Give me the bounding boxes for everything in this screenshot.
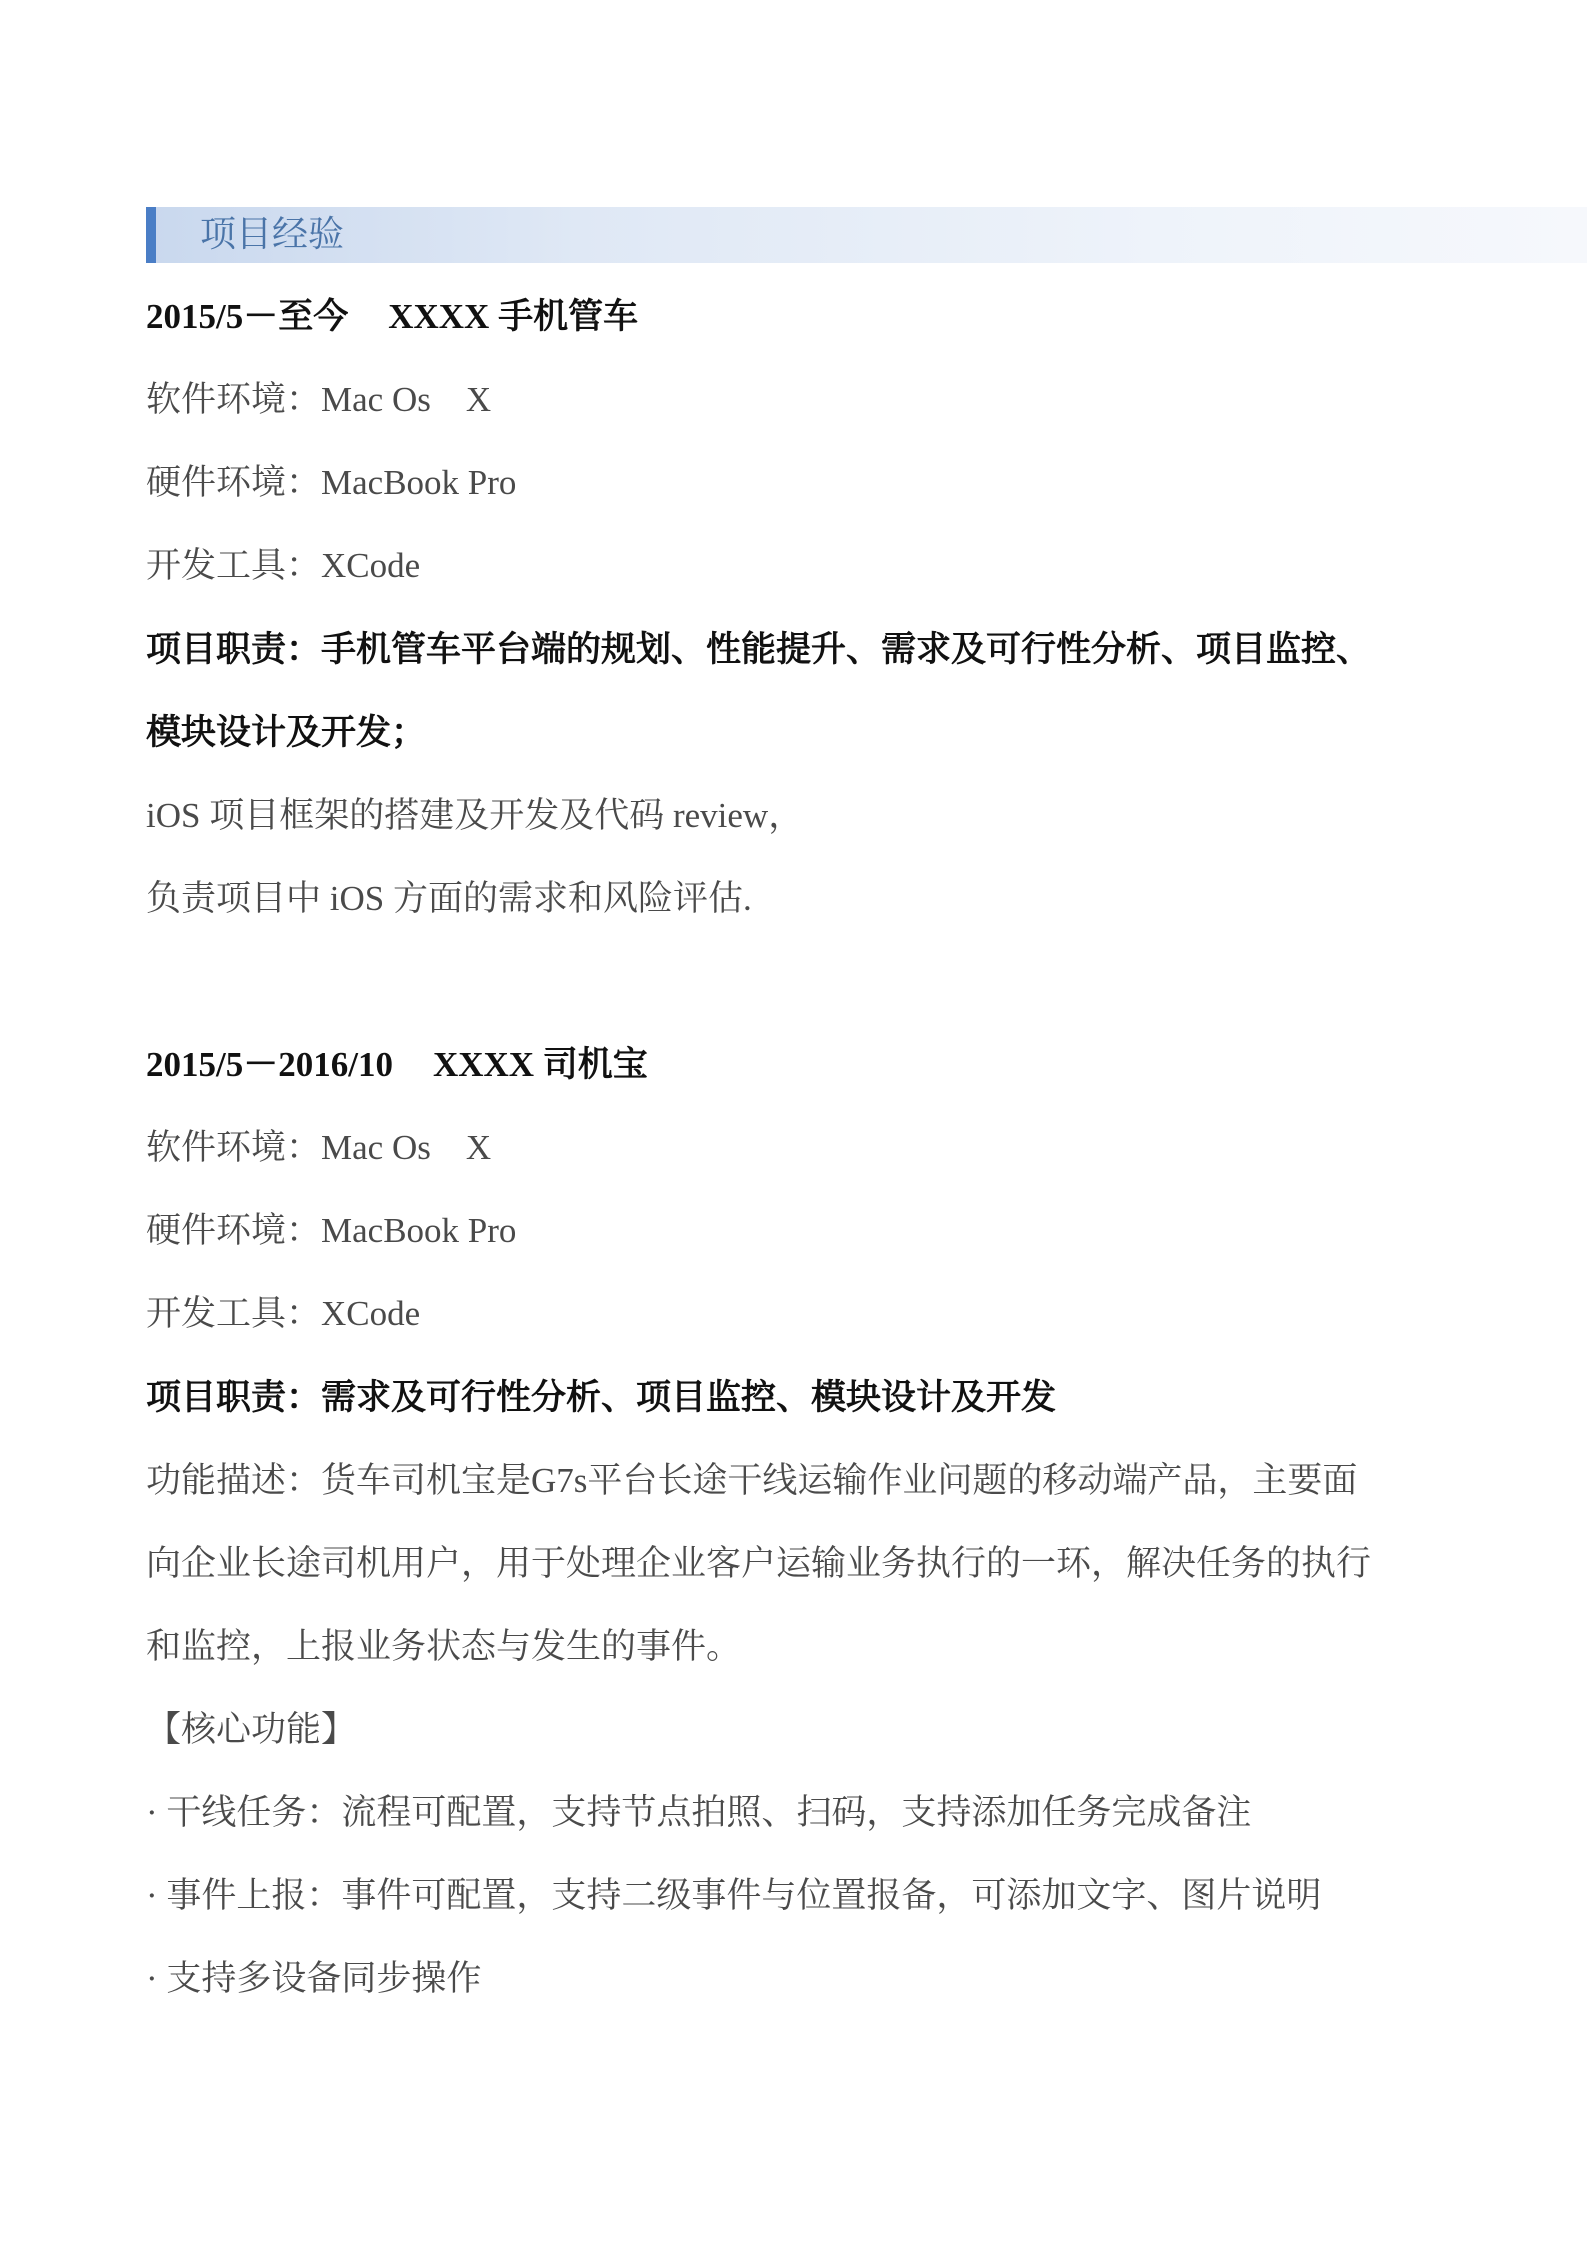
hardware-env: 硬件环境：MacBook Pro	[146, 463, 517, 502]
project-heading	[146, 1041, 648, 1089]
feature-description-line-2: 向企业长途司机用户，用于处理企业客户运输业务执行的一环，解决任务的执行	[146, 1544, 1372, 1583]
project-period: 2015/5－2016/10	[146, 1045, 393, 1084]
hardware-env: 硬件环境：MacBook Pro	[146, 1211, 517, 1250]
project-duty-line-1: 项目职责：手机管车平台端的规划、性能提升、需求及可行性分析、项目监控、	[146, 630, 1372, 669]
section-title: 项目经验	[200, 214, 345, 255]
feature-description-line-3: 和监控，上报业务状态与发生的事件。	[146, 1627, 742, 1666]
dev-tools: 开发工具：XCode	[146, 546, 421, 585]
feature-description-line-1: 功能描述：货车司机宝是G7s平台长途干线运输作业问题的移动端产品，主要面	[146, 1461, 1358, 1500]
project-name: XXXX 手机管车	[388, 297, 639, 336]
software-env: 软件环境：Mac Os X	[146, 380, 492, 419]
project-duty: 项目职责：需求及可行性分析、项目监控、模块设计及开发	[146, 1378, 1057, 1417]
feature-item: · 干线任务：流程可配置，支持节点拍照、扫码，支持添加任务完成备注	[146, 1793, 1252, 1832]
project-extra-line-1: iOS 项目框架的搭建及开发及代码 review，	[146, 796, 804, 835]
software-env: 软件环境：Mac Os X	[146, 1128, 492, 1167]
project-period: 2015/5－至今	[146, 297, 349, 336]
project-heading	[146, 293, 638, 341]
section-accent-bar	[146, 207, 156, 263]
section-header	[146, 207, 1587, 263]
project-name: XXXX 司机宝	[432, 1045, 648, 1084]
core-features-title: 【核心功能】	[146, 1710, 357, 1749]
feature-item: · 事件上报：事件可配置，支持二级事件与位置报备，可添加文字、图片说明	[146, 1876, 1322, 1915]
feature-item: · 支持多设备同步操作	[146, 1959, 482, 1998]
project-extra-line-2: 负责项目中 iOS 方面的需求和风险评估.	[146, 879, 752, 918]
project-duty-line-2: 模块设计及开发；	[146, 713, 427, 752]
dev-tools: 开发工具：XCode	[146, 1294, 421, 1333]
